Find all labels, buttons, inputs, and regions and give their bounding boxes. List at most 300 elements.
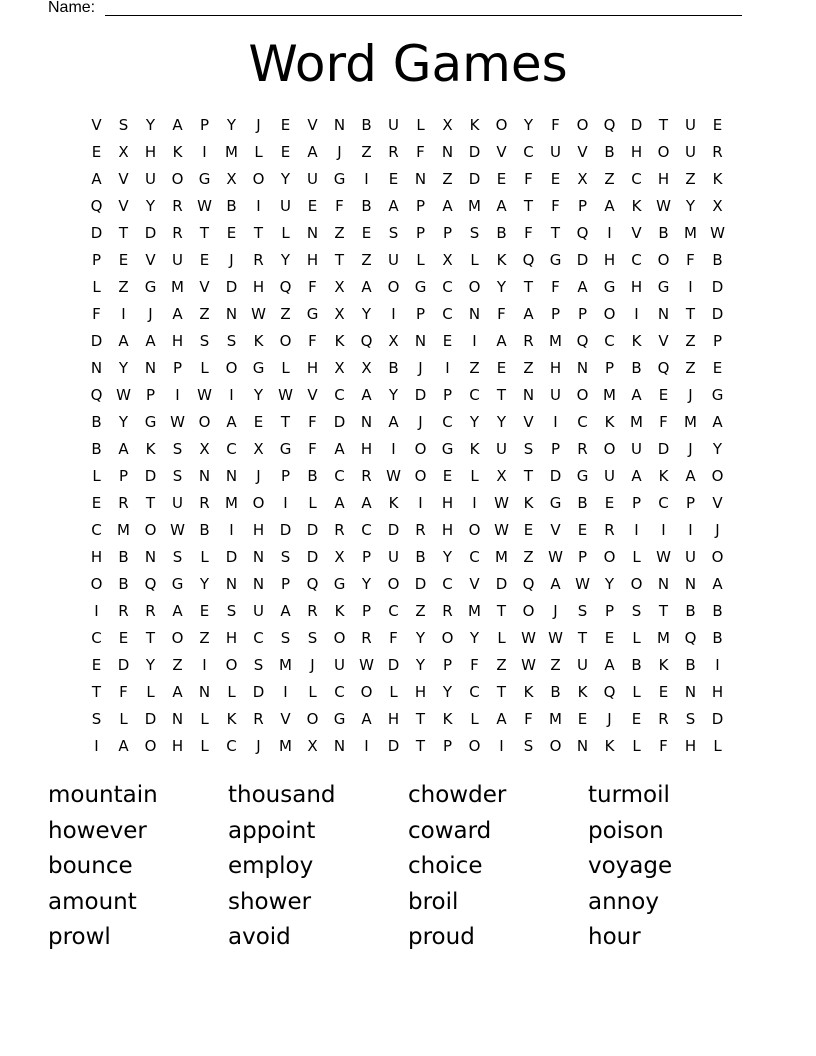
grid-letter: W: [386, 467, 401, 485]
grid-letter: C: [334, 386, 345, 404]
grid-letter: O: [225, 359, 238, 377]
grid-letter: I: [229, 386, 234, 404]
grid-letter: H: [252, 521, 265, 539]
grid-letter: Z: [523, 359, 534, 377]
grid-letter: U: [253, 602, 264, 620]
grid-letter: I: [121, 305, 126, 323]
grid-letter: O: [360, 683, 373, 701]
grid-letter: M: [468, 602, 481, 620]
grid-letter: H: [306, 251, 319, 269]
grid-letter: R: [415, 521, 426, 539]
grid-letter: I: [499, 737, 504, 755]
grid-letter: A: [172, 116, 183, 134]
grid-letter: Y: [199, 575, 210, 593]
grid-letter: D: [711, 278, 724, 296]
grid-letter: D: [387, 521, 400, 539]
grid-letter: R: [145, 602, 156, 620]
grid-letter: D: [414, 386, 427, 404]
grid-letter: H: [387, 710, 400, 728]
grid-letter: G: [549, 251, 562, 269]
grid-letter: I: [202, 143, 207, 161]
grid-letter: Q: [657, 359, 670, 377]
grid-letter: I: [364, 170, 369, 188]
grid-letter: C: [469, 386, 480, 404]
grid-letter: K: [172, 143, 183, 161]
grid-letter: F: [308, 413, 317, 431]
grid-letter: D: [630, 116, 643, 134]
grid-letter: O: [711, 467, 724, 485]
grid-letter: B: [361, 116, 372, 134]
grid-letter: E: [712, 359, 723, 377]
grid-letter: T: [334, 251, 345, 269]
grid-letter: J: [418, 359, 423, 377]
grid-letter: N: [468, 305, 481, 323]
grid-letter: G: [711, 386, 724, 404]
word-list-item: proud: [408, 924, 475, 950]
grid-letter: R: [388, 143, 399, 161]
grid-letter: L: [281, 224, 290, 242]
grid-letter: A: [118, 737, 129, 755]
grid-letter: X: [334, 548, 345, 566]
grid-letter: P: [145, 386, 156, 404]
grid-letter: B: [577, 494, 588, 512]
grid-letter: A: [280, 602, 291, 620]
grid-letter: Y: [280, 170, 291, 188]
grid-letter: P: [280, 467, 291, 485]
grid-letter: N: [441, 143, 454, 161]
grid-letter: O: [144, 737, 157, 755]
grid-letter: C: [658, 494, 669, 512]
grid-letter: O: [414, 467, 427, 485]
grid-letter: L: [713, 737, 722, 755]
grid-letter: S: [523, 440, 534, 458]
grid-letter: C: [91, 629, 102, 647]
grid-letter: S: [631, 602, 642, 620]
grid-letter: T: [496, 386, 507, 404]
grid-letter: J: [256, 116, 261, 134]
grid-letter: U: [604, 467, 615, 485]
grid-letter: I: [472, 332, 477, 350]
grid-letter: X: [199, 440, 210, 458]
grid-letter: X: [118, 143, 129, 161]
grid-letter: U: [496, 440, 507, 458]
grid-letter: E: [118, 629, 129, 647]
grid-letter: M: [225, 494, 238, 512]
grid-letter: C: [334, 683, 345, 701]
grid-letter: E: [604, 629, 615, 647]
grid-letter: R: [307, 602, 318, 620]
grid-letter: L: [200, 710, 209, 728]
grid-letter: P: [631, 494, 642, 512]
grid-letter: A: [577, 278, 588, 296]
grid-letter: V: [118, 197, 129, 215]
grid-letter: V: [577, 143, 588, 161]
grid-letter: K: [334, 332, 345, 350]
grid-letter: V: [658, 332, 669, 350]
grid-letter: O: [414, 440, 427, 458]
grid-letter: B: [631, 656, 642, 674]
grid-letter: H: [225, 629, 238, 647]
grid-letter: U: [145, 170, 156, 188]
word-list-item: chowder: [408, 782, 507, 808]
grid-letter: O: [549, 737, 562, 755]
grid-letter: K: [523, 683, 534, 701]
grid-letter: A: [496, 710, 507, 728]
grid-letter: A: [145, 332, 156, 350]
grid-letter: Z: [442, 170, 453, 188]
grid-letter: Y: [442, 548, 453, 566]
grid-letter: A: [550, 575, 561, 593]
grid-letter: G: [171, 575, 184, 593]
grid-letter: E: [199, 602, 210, 620]
grid-letter: T: [496, 602, 507, 620]
grid-letter: H: [360, 440, 373, 458]
grid-letter: E: [307, 197, 318, 215]
grid-letter: E: [361, 224, 372, 242]
grid-letter: I: [472, 494, 477, 512]
grid-letter: U: [631, 440, 642, 458]
grid-letter: X: [712, 197, 723, 215]
grid-letter: H: [171, 332, 184, 350]
grid-letter: C: [523, 143, 534, 161]
grid-letter: O: [603, 305, 616, 323]
grid-letter: C: [604, 332, 615, 350]
grid-letter: W: [359, 656, 374, 674]
grid-letter: K: [145, 440, 156, 458]
grid-letter: O: [576, 386, 589, 404]
grid-letter: Y: [118, 359, 129, 377]
grid-letter: D: [387, 656, 400, 674]
grid-letter: A: [334, 494, 345, 512]
grid-letter: A: [712, 413, 723, 431]
grid-letter: J: [337, 143, 342, 161]
grid-letter: S: [91, 710, 102, 728]
grid-letter: S: [577, 602, 588, 620]
word-list-item: turmoil: [588, 782, 670, 808]
grid-letter: B: [496, 224, 507, 242]
grid-letter: R: [604, 521, 615, 539]
grid-letter: T: [91, 683, 102, 701]
grid-letter: B: [550, 683, 561, 701]
grid-letter: Q: [90, 386, 103, 404]
grid-letter: O: [90, 575, 103, 593]
grid-letter: F: [551, 116, 560, 134]
grid-letter: U: [172, 251, 183, 269]
grid-letter: O: [630, 575, 643, 593]
grid-letter: X: [253, 440, 264, 458]
word-list-item: annoy: [588, 888, 659, 915]
grid-letter: J: [229, 251, 234, 269]
name-field[interactable]: [48, 0, 95, 18]
grid-letter: C: [442, 278, 453, 296]
grid-letter: O: [468, 737, 481, 755]
grid-letter: I: [418, 494, 423, 512]
grid-letter: T: [496, 683, 507, 701]
grid-letter: H: [603, 251, 616, 269]
grid-letter: L: [470, 710, 479, 728]
grid-letter: N: [576, 359, 589, 377]
grid-letter: P: [604, 602, 615, 620]
grid-letter: V: [631, 224, 642, 242]
grid-letter: M: [225, 143, 238, 161]
grid-letter: A: [172, 683, 183, 701]
grid-letter: G: [198, 170, 211, 188]
grid-letter: U: [685, 143, 696, 161]
grid-letter: J: [256, 737, 261, 755]
grid-letter: D: [225, 278, 238, 296]
grid-letter: P: [685, 494, 696, 512]
grid-letter: A: [91, 170, 102, 188]
grid-letter: M: [468, 197, 481, 215]
grid-letter: E: [631, 710, 642, 728]
grid-letter: V: [280, 710, 291, 728]
grid-letter: N: [684, 575, 697, 593]
grid-letter: S: [253, 656, 264, 674]
grid-letter: H: [657, 170, 670, 188]
grid-letter: L: [470, 467, 479, 485]
grid-letter: F: [308, 440, 317, 458]
grid-letter: D: [90, 332, 103, 350]
grid-letter: C: [442, 575, 453, 593]
grid-letter: Q: [279, 278, 292, 296]
grid-letter: L: [632, 629, 641, 647]
grid-letter: A: [361, 386, 372, 404]
grid-letter: Q: [576, 332, 589, 350]
grid-letter: I: [634, 305, 639, 323]
grid-letter: P: [550, 305, 561, 323]
letter-grid: [83, 114, 731, 762]
grid-letter: A: [388, 413, 399, 431]
grid-letter: I: [283, 683, 288, 701]
grid-letter: Z: [199, 629, 210, 647]
grid-letter: L: [416, 251, 425, 269]
grid-letter: M: [603, 386, 616, 404]
grid-letter: W: [251, 305, 266, 323]
grid-letter: C: [442, 305, 453, 323]
grid-letter: F: [308, 278, 317, 296]
grid-letter: O: [657, 251, 670, 269]
grid-letter: Z: [685, 359, 696, 377]
grid-letter: E: [496, 170, 507, 188]
grid-letter: X: [226, 170, 237, 188]
grid-letter: L: [308, 494, 317, 512]
grid-letter: Z: [361, 143, 372, 161]
grid-letter: P: [415, 305, 426, 323]
grid-letter: L: [281, 359, 290, 377]
grid-letter: Y: [253, 386, 264, 404]
word-list-item: thousand: [228, 782, 336, 808]
grid-letter: P: [577, 548, 588, 566]
grid-letter: F: [524, 224, 533, 242]
grid-letter: N: [306, 224, 319, 242]
grid-letter: K: [631, 332, 642, 350]
grid-letter: S: [685, 710, 696, 728]
grid-letter: Y: [685, 197, 696, 215]
grid-letter: N: [198, 683, 211, 701]
grid-letter: W: [170, 521, 185, 539]
grid-letter: W: [197, 197, 212, 215]
grid-letter: E: [712, 116, 723, 134]
grid-letter: W: [521, 656, 536, 674]
name-underline: [105, 15, 742, 16]
grid-letter: D: [576, 251, 589, 269]
grid-letter: R: [442, 602, 453, 620]
grid-letter: S: [388, 224, 399, 242]
grid-letter: E: [523, 521, 534, 539]
grid-letter: C: [388, 602, 399, 620]
grid-letter: C: [226, 440, 237, 458]
grid-letter: X: [496, 467, 507, 485]
grid-letter: H: [630, 143, 643, 161]
grid-letter: J: [688, 386, 693, 404]
grid-letter: Y: [442, 683, 453, 701]
grid-letter: E: [496, 359, 507, 377]
grid-letter: U: [388, 116, 399, 134]
grid-letter: N: [333, 737, 346, 755]
word-list-item: choice: [408, 853, 483, 879]
word-list-item: employ: [228, 853, 314, 879]
grid-letter: S: [307, 629, 318, 647]
page-title: Word Games: [248, 35, 568, 93]
grid-letter: L: [200, 359, 209, 377]
grid-letter: H: [441, 494, 454, 512]
grid-letter: P: [442, 386, 453, 404]
grid-letter: V: [496, 143, 507, 161]
grid-letter: P: [577, 305, 588, 323]
grid-letter: I: [688, 278, 693, 296]
grid-letter: L: [416, 116, 425, 134]
grid-letter: F: [389, 629, 398, 647]
grid-letter: G: [252, 359, 265, 377]
grid-letter: Q: [522, 575, 535, 593]
grid-letter: N: [252, 548, 265, 566]
grid-letter: T: [523, 467, 534, 485]
grid-letter: P: [442, 224, 453, 242]
grid-letter: H: [414, 683, 427, 701]
grid-letter: K: [631, 197, 642, 215]
grid-letter: O: [387, 278, 400, 296]
grid-letter: R: [199, 494, 210, 512]
grid-letter: G: [441, 440, 454, 458]
grid-letter: P: [199, 116, 210, 134]
grid-letter: S: [469, 224, 480, 242]
grid-letter: J: [418, 413, 423, 431]
grid-letter: O: [441, 629, 454, 647]
grid-letter: V: [307, 116, 318, 134]
grid-letter: L: [632, 737, 641, 755]
grid-letter: K: [658, 656, 669, 674]
grid-letter: O: [603, 548, 616, 566]
grid-letter: P: [442, 737, 453, 755]
grid-letter: L: [389, 683, 398, 701]
grid-letter: R: [334, 521, 345, 539]
grid-letter: R: [118, 602, 129, 620]
grid-letter: Y: [118, 413, 129, 431]
grid-letter: C: [334, 467, 345, 485]
grid-letter: M: [117, 521, 130, 539]
grid-letter: E: [91, 143, 102, 161]
grid-letter: E: [442, 467, 453, 485]
grid-letter: D: [468, 143, 481, 161]
grid-letter: F: [551, 197, 560, 215]
grid-letter: C: [361, 521, 372, 539]
grid-letter: Y: [280, 251, 291, 269]
grid-letter: C: [631, 251, 642, 269]
grid-letter: D: [279, 521, 292, 539]
grid-letter: H: [252, 278, 265, 296]
grid-letter: U: [334, 656, 345, 674]
grid-letter: M: [630, 413, 643, 431]
grid-letter: G: [333, 710, 346, 728]
grid-letter: E: [91, 494, 102, 512]
grid-letter: V: [523, 413, 534, 431]
grid-letter: W: [548, 629, 563, 647]
grid-letter: A: [388, 197, 399, 215]
grid-letter: T: [145, 629, 156, 647]
grid-letter: I: [688, 521, 693, 539]
grid-letter: S: [199, 332, 210, 350]
grid-letter: N: [333, 116, 346, 134]
grid-letter: N: [576, 737, 589, 755]
grid-letter: B: [91, 413, 102, 431]
grid-letter: B: [199, 521, 210, 539]
grid-letter: M: [171, 278, 184, 296]
grid-letter: L: [92, 278, 101, 296]
grid-letter: V: [550, 521, 561, 539]
grid-letter: K: [604, 737, 615, 755]
grid-letter: Y: [226, 116, 237, 134]
grid-letter: V: [145, 251, 156, 269]
grid-letter: T: [253, 224, 264, 242]
grid-letter: A: [496, 197, 507, 215]
grid-letter: V: [118, 170, 129, 188]
grid-letter: Q: [603, 116, 616, 134]
grid-letter: B: [307, 467, 318, 485]
grid-letter: K: [712, 170, 723, 188]
grid-letter: Y: [496, 278, 507, 296]
grid-letter: H: [684, 737, 697, 755]
grid-letter: I: [364, 737, 369, 755]
grid-letter: P: [712, 332, 723, 350]
grid-letter: A: [118, 332, 129, 350]
grid-letter: X: [361, 359, 372, 377]
grid-letter: A: [361, 710, 372, 728]
grid-letter: I: [175, 386, 180, 404]
grid-letter: A: [118, 440, 129, 458]
grid-letter: J: [256, 467, 261, 485]
word-list: [48, 780, 768, 958]
grid-letter: D: [306, 548, 319, 566]
grid-letter: Z: [172, 656, 183, 674]
grid-letter: Z: [685, 170, 696, 188]
grid-letter: C: [226, 737, 237, 755]
grid-letter: F: [659, 737, 668, 755]
grid-letter: C: [631, 170, 642, 188]
grid-letter: E: [118, 251, 129, 269]
grid-letter: D: [306, 521, 319, 539]
grid-letter: W: [656, 548, 671, 566]
grid-letter: N: [414, 170, 427, 188]
grid-letter: Q: [603, 683, 616, 701]
grid-letter: Z: [523, 548, 534, 566]
grid-letter: O: [171, 170, 184, 188]
grid-letter: F: [524, 710, 533, 728]
grid-letter: H: [441, 521, 454, 539]
word-list-item: mountain: [48, 782, 158, 808]
grid-letter: D: [144, 467, 157, 485]
grid-letter: U: [388, 548, 399, 566]
grid-letter: E: [442, 332, 453, 350]
